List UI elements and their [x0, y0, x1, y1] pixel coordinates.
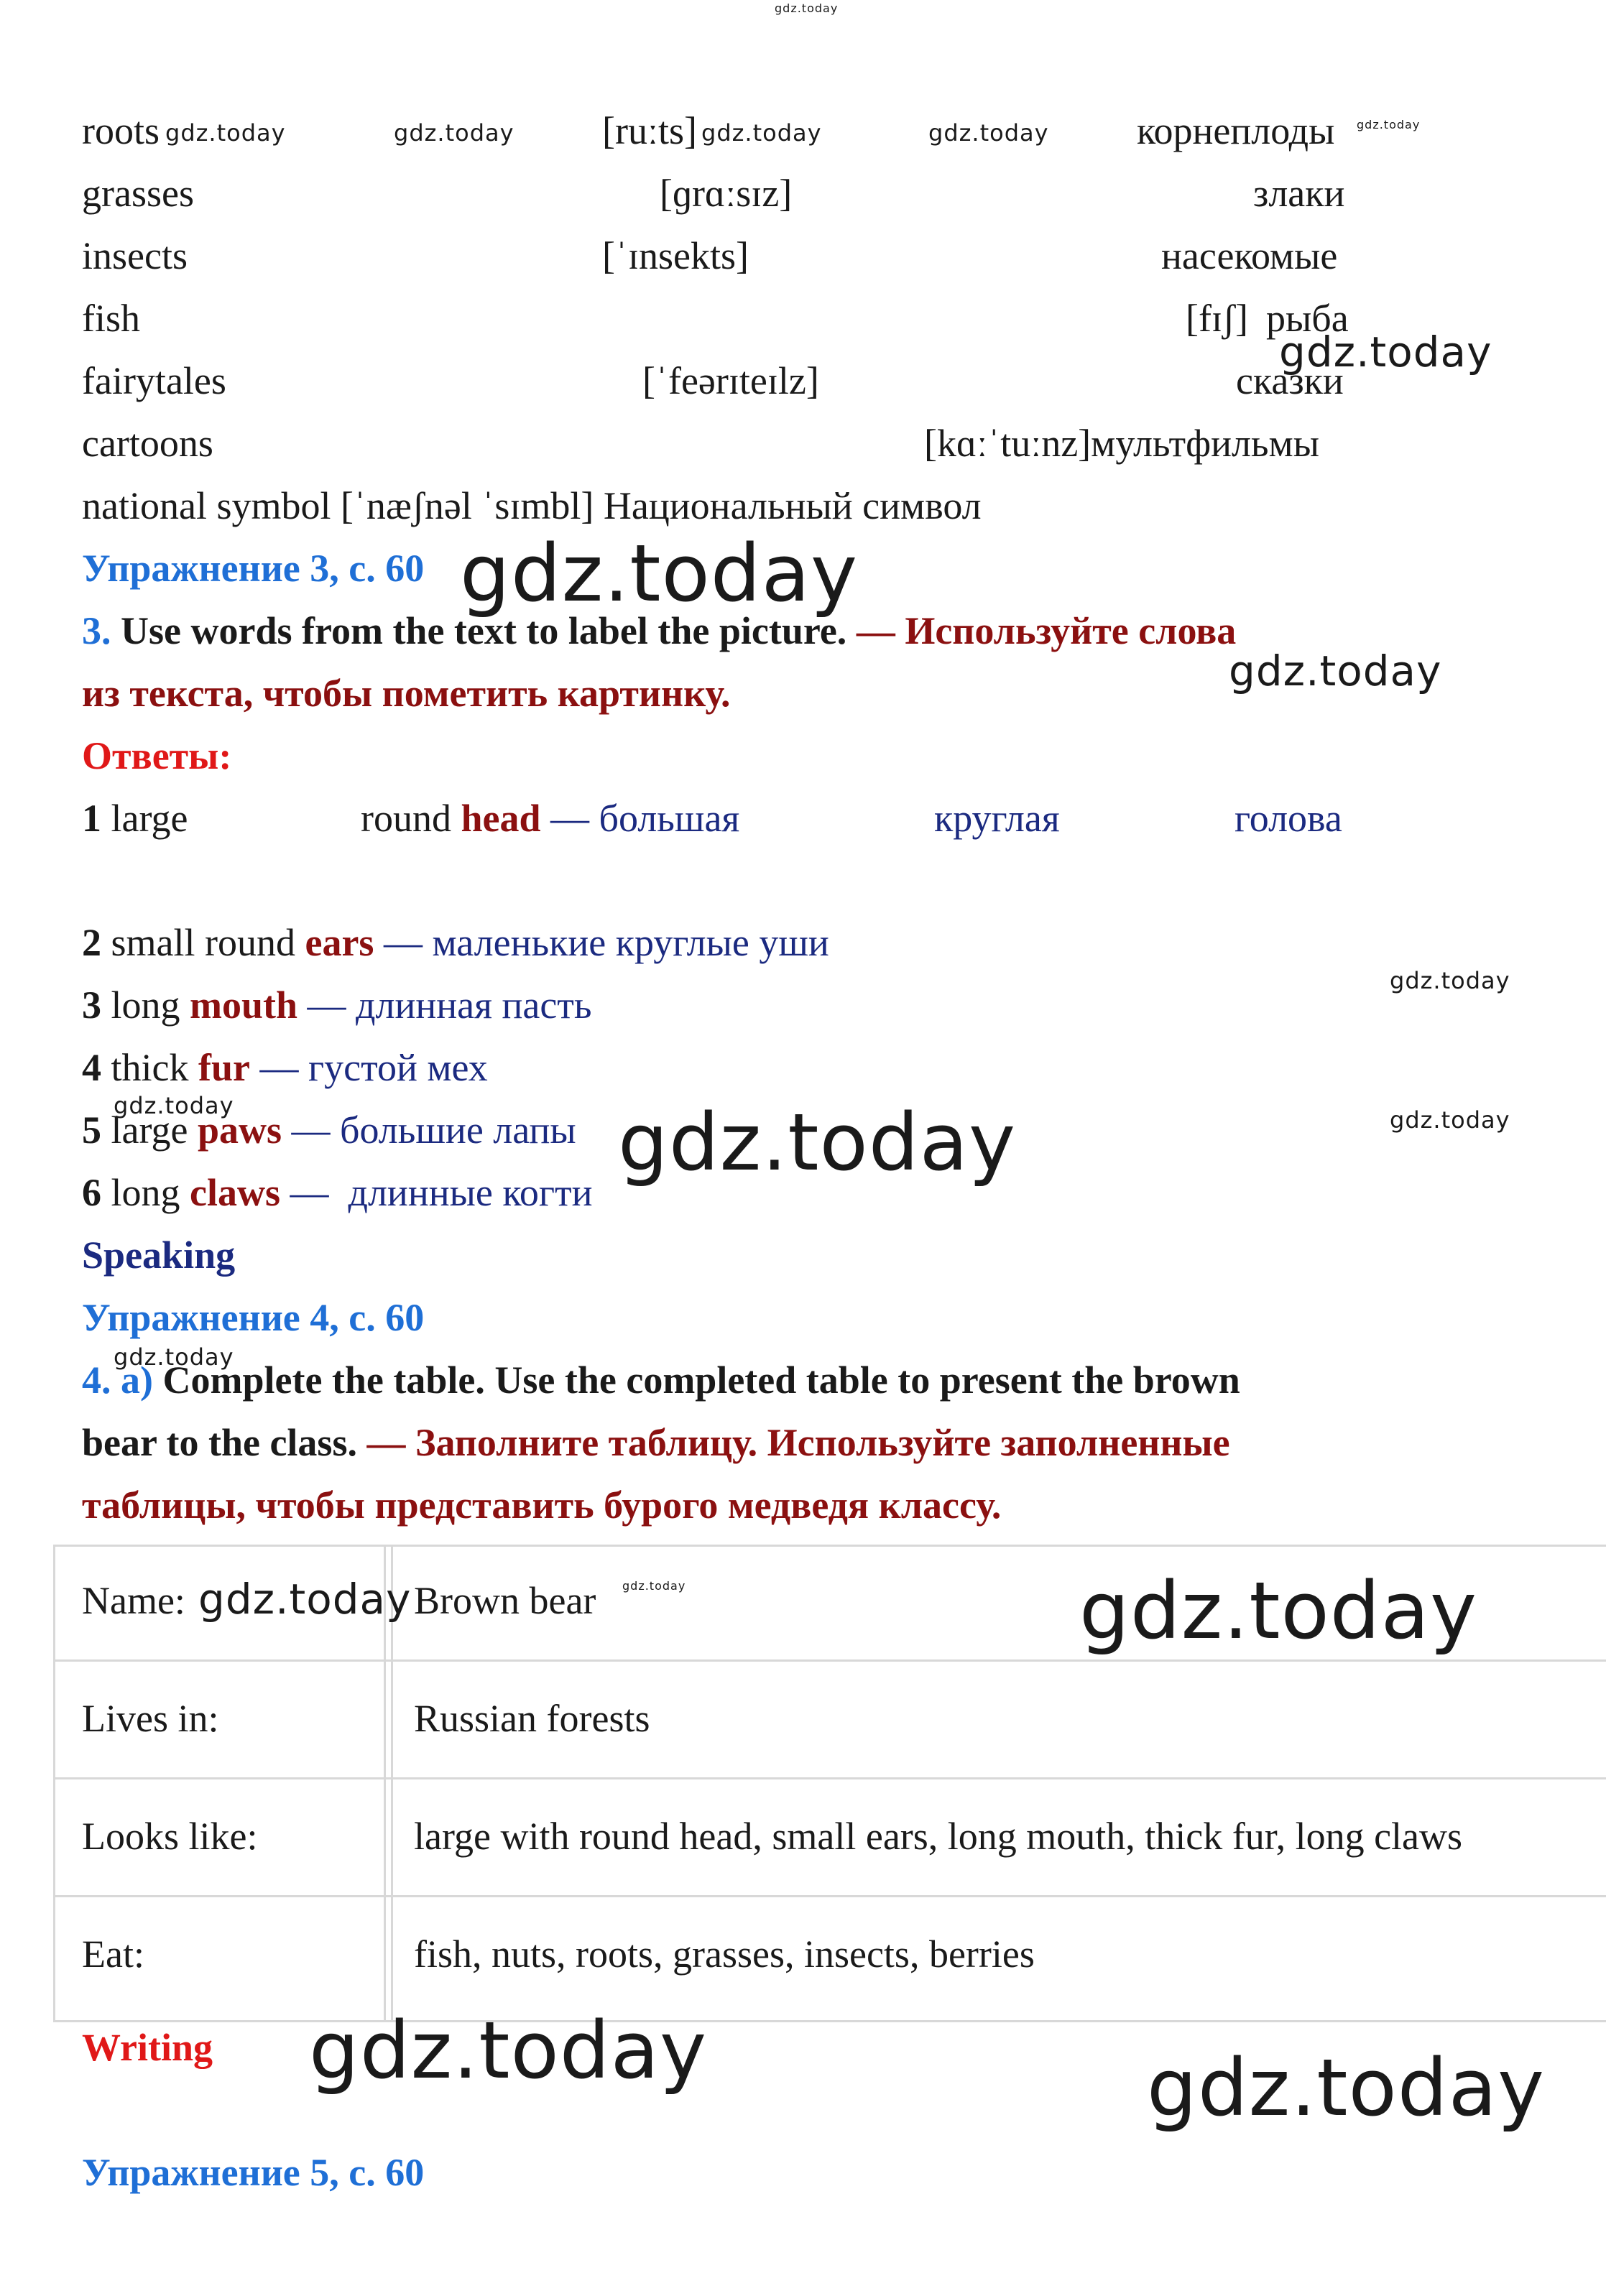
vocab-ipa: [ˈnæʃnəl ˈsɪmbl] — [340, 484, 594, 527]
answer-translation: большие лапы — [340, 1108, 576, 1152]
table-value: Brown bear — [414, 1579, 596, 1622]
answer-adjective: thick — [111, 1046, 189, 1089]
answer-adjective: large — [111, 797, 188, 840]
watermark: gdz.today — [309, 2004, 708, 2096]
table-border — [53, 1545, 55, 2022]
answer-dash: — — [291, 1108, 331, 1152]
answer-1 — [82, 795, 188, 841]
table-label: Eat: — [82, 1932, 144, 1976]
answer-noun: mouth — [190, 983, 298, 1027]
watermark: gdz.today — [701, 119, 822, 147]
vocab-word: fish — [82, 297, 140, 340]
table-border — [53, 1545, 1606, 1547]
answer-3 — [82, 982, 592, 1028]
exercise-4-task-line2 — [82, 1420, 1230, 1466]
answer-noun: head — [461, 797, 541, 840]
answer-number: 6 — [82, 1171, 101, 1214]
vocab-ipa: [fɪʃ] — [1186, 297, 1248, 340]
table-label: Lives in: — [82, 1697, 219, 1740]
answer-number: 4 — [82, 1046, 101, 1089]
answer-1-rest — [361, 795, 739, 841]
answer-dash: — — [307, 983, 346, 1027]
answer-noun: paws — [197, 1108, 282, 1152]
exercise-number: 3. — [82, 609, 111, 652]
watermark: gdz.today — [928, 119, 1049, 147]
answer-dash: — — [290, 1171, 329, 1214]
watermark: gdz.today — [1147, 2042, 1546, 2134]
watermark: gdz.today — [1357, 118, 1421, 131]
exercise-number: 4. a) — [82, 1358, 153, 1402]
table-border — [53, 1895, 1606, 1897]
vocab-ipa: [ruːts] — [602, 109, 697, 152]
table-border — [53, 1777, 1606, 1779]
answer-noun: claws — [190, 1171, 280, 1214]
table-value: Russian forests — [414, 1697, 650, 1740]
vocab-translation: злаки — [1253, 172, 1345, 215]
task-english: Complete the table. Use the completed table to present the brown — [162, 1358, 1240, 1402]
answer-translation: густой мех — [308, 1046, 488, 1089]
table-border — [53, 2020, 1606, 2022]
answer-number: 2 — [82, 921, 101, 964]
vocab-translation: корнеплоды — [1137, 109, 1335, 152]
watermark: gdz.today — [622, 1579, 686, 1593]
task-russian: таблицы, чтобы представить бурого медведя классу. — [82, 1483, 1002, 1527]
vocab-translation: Национальный символ — [603, 484, 982, 527]
answer-number: 5 — [82, 1108, 101, 1152]
exercise-4-task — [82, 1357, 1240, 1403]
vocab-line — [924, 420, 1319, 466]
answer-dash: — — [259, 1046, 299, 1089]
exercise-4-heading: Упражнение 4, с. 60 — [82, 1296, 425, 1339]
answer-adjective: long — [111, 983, 180, 1027]
task-russian: из текста, чтобы пометить картинку. — [82, 672, 731, 715]
answer-dash: — — [550, 797, 590, 840]
watermark: gdz.today — [165, 119, 286, 147]
watermark: gdz.today — [1279, 328, 1492, 376]
vocab-ipa: [kɑːˈtuːnz] — [924, 422, 1092, 465]
vocab-word: grasses — [82, 172, 194, 215]
vocab-translation: мультфильмы — [1091, 422, 1320, 465]
watermark: gdz.today — [198, 1575, 412, 1624]
answer-adjective: small round — [111, 921, 295, 964]
task-english: Use words from the text to label the picture. — [121, 609, 847, 652]
task-russian: — Заполните таблицу. Используйте заполненные — [366, 1421, 1230, 1464]
answer-number: 3 — [82, 983, 101, 1027]
watermark: gdz.today — [1390, 1106, 1510, 1134]
answer-translation: круглая — [934, 797, 1060, 840]
answer-noun: fur — [198, 1046, 250, 1089]
section-writing: Writing — [82, 2026, 213, 2069]
table-border — [53, 1659, 1606, 1662]
answer-4 — [82, 1045, 488, 1091]
answer-dash: — — [383, 921, 423, 964]
vocab-line — [82, 483, 982, 529]
task-russian: — Используйте слова — [856, 609, 1237, 652]
answer-adjective: long — [111, 1171, 180, 1214]
vocab-ipa: [ɡrɑːsɪz] — [660, 172, 793, 215]
task-english: bear to the class. — [82, 1421, 357, 1464]
vocab-word: national symbol — [82, 484, 331, 527]
answer-adjective: round — [361, 797, 451, 840]
answer-translation: длинная пасть — [356, 983, 592, 1027]
table-value: large with round head, small ears, long mouth, thick fur, long claws — [414, 1815, 1463, 1858]
exercise-3-heading: Упражнение 3, с. 60 — [82, 547, 425, 590]
answer-2 — [82, 920, 829, 966]
vocab-translation: сказки — [1236, 359, 1344, 402]
vocab-translation: рыба — [1266, 297, 1349, 340]
vocab-ipa: [ˈɪnsekts] — [602, 234, 749, 277]
table-label: Looks like: — [82, 1815, 258, 1858]
watermark: gdz.today — [1229, 647, 1442, 695]
watermark: gdz.today — [394, 119, 514, 147]
vocab-word: fairytales — [82, 359, 226, 402]
answer-translation: длинные когти — [348, 1171, 593, 1214]
exercise-5-heading: Упражнение 5, с. 60 — [82, 2151, 425, 2194]
watermark: gdz.today — [1390, 967, 1510, 994]
table-value: fish, nuts, roots, grasses, insects, berries — [414, 1932, 1035, 1976]
vocab-word: cartoons — [82, 422, 213, 465]
watermark: gdz.today — [618, 1096, 1017, 1188]
answer-number: 1 — [82, 797, 101, 840]
table-label: Name: — [82, 1579, 185, 1622]
answer-6 — [82, 1170, 593, 1216]
watermark: gdz.today — [114, 1092, 234, 1119]
answer-translation: большая — [599, 797, 740, 840]
answer-noun: ears — [305, 921, 374, 964]
answer-adjective: large — [111, 1108, 188, 1152]
vocab-word: insects — [82, 234, 188, 277]
vocab-translation: насекомые — [1161, 234, 1338, 277]
watermark: gdz.today — [460, 527, 859, 619]
answers-label: Ответы: — [82, 734, 232, 777]
vocab-ipa: [ˈfeərɪteɪlz] — [642, 359, 819, 402]
watermark: gdz.today — [114, 1343, 234, 1371]
vocab-word: roots — [82, 109, 160, 152]
section-speaking: Speaking — [82, 1233, 236, 1277]
watermark: gdz.today — [775, 1, 839, 15]
answer-translation: маленькие круглые уши — [432, 921, 829, 964]
answer-translation: голова — [1235, 797, 1342, 840]
watermark: gdz.today — [1079, 1565, 1478, 1657]
